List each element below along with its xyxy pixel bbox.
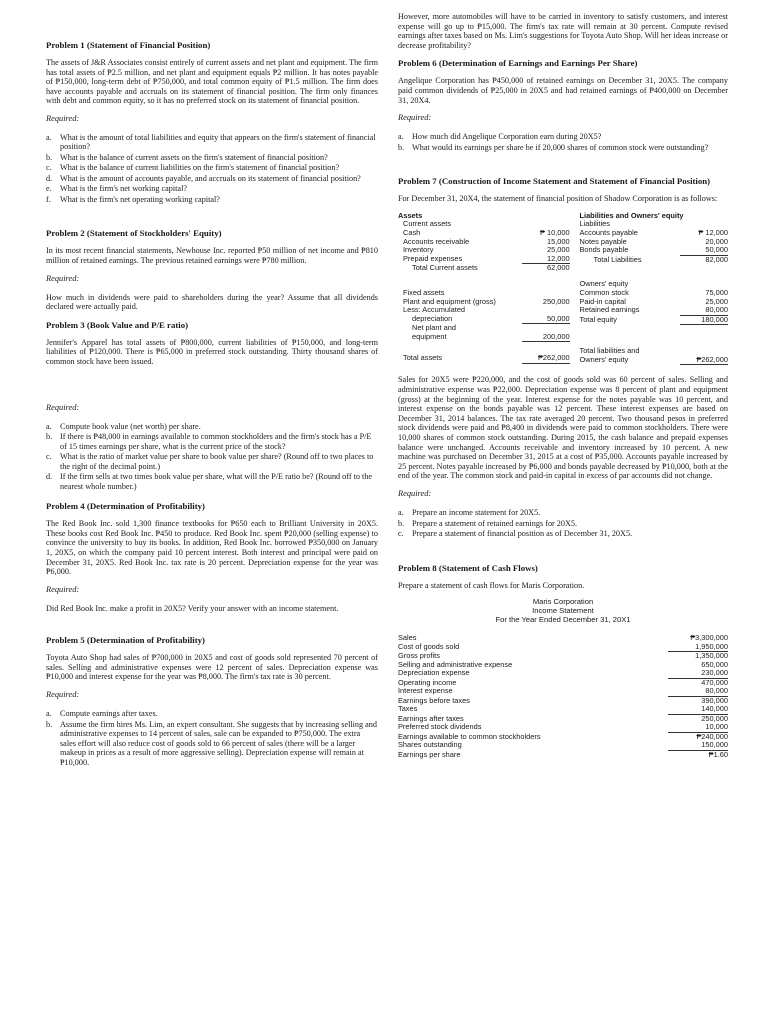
bs-row-cash: Cash ₱ 10,000 <box>403 227 570 237</box>
question-item <box>398 519 728 529</box>
problem-4-question: Did Red Book Inc. make a profit in 20X5? Verify your answer with an income statement. <box>46 603 339 613</box>
question-letter: b. <box>398 142 405 152</box>
question-letter: a. <box>46 421 52 431</box>
question-letter: a. <box>398 508 404 517</box>
question-item <box>46 184 378 194</box>
problem-6-body: Angelique Corporation has ₱450,000 of retained earnings on December 31, 20X5. The company paid common dividends of ₱25,000 in 20X5 and had retained earnings of ₱400,000 on December 31, 20X4. <box>398 76 728 105</box>
income-statement-amount: ₱1.60 <box>708 749 728 759</box>
income-statement-amount: 140,000 <box>668 705 728 715</box>
problem-7-title: Problem 7 (Construction of Income Statement and Statement of Financial Position) <box>398 176 711 187</box>
bs-total-liabilities-equity-label: Total liabilities and <box>579 346 640 356</box>
income-statement-label: Earnings after taxes <box>398 713 464 723</box>
income-statement-amount: 80,000 <box>668 687 728 697</box>
bs-row-total-current-assets: Total Current assets 62,000 <box>412 263 570 273</box>
question-item <box>46 133 378 152</box>
bs-row-notes-payable: Notes payable 20,000 <box>579 236 728 246</box>
question-letter: d. <box>46 173 53 183</box>
income-statement-label: Cost of goods sold <box>398 641 460 651</box>
problem-1-required: Required: <box>46 113 80 123</box>
bs-row-plant-equipment: Plant and equipment (gross) 250,000 <box>403 296 570 306</box>
assets-heading: Assets <box>398 210 423 220</box>
bs-row-accounts-payable: Accounts payable ₱ 12,000 <box>579 227 728 237</box>
bs-row-paid-in-capital: Paid-in capital 25,000 <box>579 296 728 306</box>
problem-8-intro: Prepare a statement of cash flows for Maris Corporation. <box>398 580 585 590</box>
balance-sheet-liabilities <box>580 212 729 366</box>
question-letter: e. <box>46 184 52 194</box>
question-item <box>398 508 728 518</box>
problem-4-body: The Red Book Inc. sold 1,300 finance textbooks for ₱650 each to Brilliant University in 20X5. These books cost Red Book Inc. ₱450 to produce. Red Book Inc. spent ₱20,000 (selling expense) to convince the university to buy its books. In addition, Red Book Inc. borrowed ₱350,000 on January 1, 20X5, on which the company paid 10 percent interest. Both interest and principal were paid on December 31, 20X5. Red Book Inc. tax rate is 20 percent. Depreciation expense for the year was ₱6,000. <box>46 519 378 577</box>
question-text: Prepare a statement of financial position as of December 31, 20X5. <box>412 529 633 538</box>
income-statement-amount: 10,000 <box>668 723 728 733</box>
fixed-assets-heading: Fixed assets <box>403 287 445 297</box>
question-text: If there is ₱48,000 in earnings available to common stockholders and the firm's stock has a P/E of 15 times earnings per share, what is the current price of the stock? <box>60 432 372 451</box>
income-statement-amount: ₱240,000 <box>696 731 728 741</box>
liabilities-subheading: Liabilities <box>579 219 610 229</box>
income-statement-label: Taxes <box>398 704 418 714</box>
problem-4-required: Required: <box>46 584 80 594</box>
question-text: Assume the firm hires Ms. Lim, an expert consultant. She suggests that by increasing selling and administrative expenses to 14 percent of sales, sale can be expanded to ₱750,000. The extra sales effort will also reduce cost of goods sold to 66 percent of sales (there will be a larger makeup in prices as a result of more aggressive selling). Depreciation expense will remain at ₱10,000. <box>60 719 377 767</box>
problem-3-title: Problem 3 (Book Value and P/E ratio) <box>46 319 189 330</box>
question-text: What is the firm's net working capital? <box>60 184 187 194</box>
income-statement-label: Shares outstanding <box>398 740 462 750</box>
problem-7-questions <box>398 508 728 539</box>
question-letter: a. <box>398 132 404 142</box>
question-letter: c. <box>398 529 404 538</box>
income-statement-label: Preferred stock dividends <box>398 722 482 732</box>
question-item <box>46 195 378 205</box>
income-statement-label: Earnings before taxes <box>398 695 470 705</box>
question-letter: b. <box>46 152 53 162</box>
income-statement-label: Sales <box>398 633 417 643</box>
income-statement-amount: 650,000 <box>701 659 728 669</box>
bs-row-prepaid: Prepaid expenses 12,000 <box>403 253 570 263</box>
income-statement-amount: 1,950,000 <box>668 643 728 653</box>
income-statement-amount: 150,000 <box>668 741 728 751</box>
income-statement-label: Earnings available to common stockholders <box>398 731 541 741</box>
problem-2-question: How much in dividends were paid to shareholders during the year? Assume that all dividends declared were actually paid. <box>46 292 378 312</box>
income-statement-row <box>398 697 728 706</box>
question-letter: d. <box>46 472 53 482</box>
problem-3-body: Jennifer's Apparel has total assets of ₱800,000, current liabilities of ₱150,000, and long-term liabilities of ₱120,000. There is ₱65,000 in preferred stock outstanding. Thirty thousand shares of common stock have been issued. <box>46 337 378 367</box>
question-text: Compute earnings after taxes. <box>60 709 158 719</box>
question-letter: c. <box>46 163 52 173</box>
question-text: What is the balance of current liabilities on the firm's statement of financial position? <box>60 163 340 173</box>
question-letter: a. <box>46 132 52 142</box>
question-text: Prepare a statement of retained earnings for 20X5. <box>412 518 578 528</box>
income-statement-title: Income Statement <box>532 605 594 615</box>
owners-equity-heading: Owners' equity <box>579 279 629 289</box>
bs-row-accounts-receivable: Accounts receivable 15,000 <box>403 236 570 246</box>
problem-6-questions <box>398 132 728 152</box>
question-item <box>398 132 728 142</box>
liabilities-heading: Liabilities and Owners' equity <box>579 210 684 220</box>
problem-6-required: Required: <box>398 113 432 123</box>
income-statement-amount: 250,000 <box>701 713 728 723</box>
problem-5-body: Toyota Auto Shop had sales of ₱700,000 in 20X5 and cost of goods sold represented 70 percent of sales. Selling and administrative expenses were 12 percent of sales. Depreciation expense was ₱10,000 and interest expense for the year was ₱8,000. The firm's tax rate is 30 percent. <box>46 653 378 682</box>
problem-3-required: Required: <box>46 402 80 412</box>
problem-7-body: Sales for 20X5 were ₱220,000, and the cost of goods sold was 60 percent of sales. Selling and administrative expense was ₱22,000. Depreciation expense was 8 percent of plant and equipment (gross) at the beginning of the year. Interest expense for the notes payable was 10 percent, and interest expense on the bonds payable was 12 percent. These interest expenses are based on December 31, 2014 balances. The tax rate averaged 20 percent. Two thousand pesos in preferred stock dividends were paid and ₱8,400 in dividends were paid to common stockholders. There were 10,000 shares of common stock outstanding. During 2015, the cash balance and prepaid expenses balance were unchanged. Accounts receivable and inventory increased by 10 percent. A new machine was purchased on December 31, 2015 at a cost of ₱35,000. Accounts payable increased by 25 percent. Notes payable increased by ₱6,000 and bonds payable decreased by ₱10,000, both at the end of the year. The common stock and paid-in capital in excess of par accounts did not change. <box>398 375 728 481</box>
income-statement-heading <box>398 598 728 624</box>
income-statement-row <box>398 643 728 653</box>
current-assets-heading: Current assets <box>403 219 452 229</box>
income-statement-period: For the Year Ended December 31, 20X1 <box>495 614 631 624</box>
income-statement-company: Maris Corporation <box>532 597 594 607</box>
problem-3-questions <box>46 422 378 492</box>
question-item <box>46 472 378 491</box>
question-text: What is the balance of current assets on the firm's statement of financial position? <box>60 152 328 162</box>
question-item <box>398 529 728 539</box>
income-statement-amount: 390,000 <box>701 695 728 705</box>
income-statement-rows <box>398 634 728 759</box>
question-text: What is the amount of accounts payable, and accruals on its statement of financial position? <box>60 173 361 183</box>
income-statement-label: Depreciation expense <box>398 668 470 678</box>
question-text: What would its earnings per share be if 20,000 shares of common stock were outstanding? <box>412 142 709 152</box>
question-letter: f. <box>46 194 51 204</box>
problem-4-title: Problem 4 (Determination of Profitability) <box>46 501 205 512</box>
bs-row-total-liabilities-equity: Owners' equity ₱262,000 <box>579 354 728 364</box>
problem-1-body: The assets of J&R Associates consist entirely of current assets and net plant and equipment. The firm has total assets of ₱2.5 million, and net plant and equipment equals ₱2 million. It has notes payable of ₱150,000, long-term debt of ₱750,000, and total common equity of ₱1.5 million. The firm does have accounts payable and accruals on its statement of financial position. The firm only finances with debt and common equity, so it has no preferred stock on its statement of financial position. <box>46 58 378 106</box>
question-item <box>46 153 378 163</box>
problem-5-title: Problem 5 (Determination of Profitability) <box>46 635 205 646</box>
question-item <box>46 720 378 768</box>
left-column <box>46 40 378 777</box>
question-text: Prepare an income statement for 20X5. <box>412 508 541 517</box>
question-item <box>46 163 378 173</box>
question-letter: a. <box>46 709 52 719</box>
bs-row-common-stock: Common stock 75,000 <box>579 287 728 297</box>
income-statement-label: Gross profits <box>398 651 440 661</box>
problem-2-required: Required: <box>46 273 80 283</box>
problem-8-title: Problem 8 (Statement of Cash Flows) <box>398 562 538 573</box>
question-item <box>46 432 378 451</box>
income-statement-label: Earnings per share <box>398 749 461 759</box>
balance-sheet <box>398 212 728 366</box>
income-statement-amount: 230,000 <box>668 669 728 679</box>
income-statement-amount: 1,350,000 <box>695 651 728 661</box>
question-text: What is the firm's net operating working capital? <box>60 194 220 204</box>
problem-1-questions <box>46 133 378 205</box>
income-statement-label: Operating income <box>398 677 457 687</box>
question-letter: c. <box>46 452 52 462</box>
problem-5-continued: However, more automobiles will have to be carried in inventory to satisfy customers, and interest expense will go up to ₱15,000. The firm's tax rate will remain at 30 percent. Compute revised earnings after taxes based on Ms. Lim's suggestions for Toyota Auto Shop. Will her ideas increase or decrease profitability? <box>398 12 728 50</box>
question-item <box>46 709 378 719</box>
bs-row-total-equity: Total equity 180,000 <box>579 314 728 324</box>
bs-row-depreciation: depreciation 50,000 <box>412 313 570 323</box>
question-text: If the firm sells at two times book value per share, what will the P/E ratio be? (Round off to the nearest whole number.) <box>60 472 373 491</box>
problem-5-required: Required: <box>46 690 80 700</box>
question-item <box>46 422 378 432</box>
problem-7-intro: For December 31, 20X4, the statement of financial position of Shadow Corporation is as follows: <box>398 194 718 204</box>
question-letter: b. <box>46 432 53 442</box>
income-statement-label: Selling and administrative expense <box>398 659 513 669</box>
bs-row-total-assets: Total assets ₱262,000 <box>403 353 570 363</box>
question-text: How much did Angelique Corporation earn during 20X5? <box>412 132 602 142</box>
bs-row-retained-earnings: Retained earnings 80,000 <box>579 305 728 315</box>
question-text: Compute book value (net worth) per share. <box>60 421 201 431</box>
bs-row-total-liabilities: Total Liabilities 82,000 <box>593 254 728 264</box>
question-text: What is the ratio of market value per share to book value per share? (Round off to two places to the right of the decimal point.) <box>60 452 374 471</box>
question-item <box>46 452 378 471</box>
question-letter: b. <box>46 719 53 729</box>
bs-net-plant-label: Net plant and <box>412 323 456 333</box>
income-statement-amount: ₱3,300,000 <box>690 633 728 643</box>
bs-less-label: Less: Accumulated <box>403 305 466 315</box>
problem-1-title: Problem 1 (Statement of Financial Position) <box>46 40 211 50</box>
income-statement-amount: 470,000 <box>701 677 728 687</box>
income-statement-row <box>398 751 728 760</box>
question-letter: b. <box>398 518 405 528</box>
problem-7-required: Required: <box>398 489 432 498</box>
problem-2-title: Problem 2 (Statement of Stockholders' Equity) <box>46 228 222 239</box>
bs-row-net-plant: equipment 200,000 <box>412 331 570 341</box>
balance-sheet-assets <box>398 212 570 366</box>
question-item <box>46 174 378 184</box>
right-column <box>398 12 728 759</box>
problem-2-body: In its most recent financial statements, Newhouse Inc. reported ₱50 million of net income and ₱810 million of retained earnings. The previous retained earnings were ₱780 million. <box>46 246 378 266</box>
question-item <box>398 143 728 153</box>
bs-row-inventory: Inventory 25,000 <box>403 245 570 255</box>
income-statement-label: Interest expense <box>398 686 453 696</box>
question-text: What is the amount of total liabilities and equity that appears on the firm's statement of financial position? <box>60 132 376 152</box>
problem-5-questions <box>46 709 378 767</box>
problem-6-title: Problem 6 (Determination of Earnings and Earnings Per Share) <box>398 58 638 69</box>
bs-row-bonds-payable: Bonds payable 50,000 <box>579 245 728 255</box>
